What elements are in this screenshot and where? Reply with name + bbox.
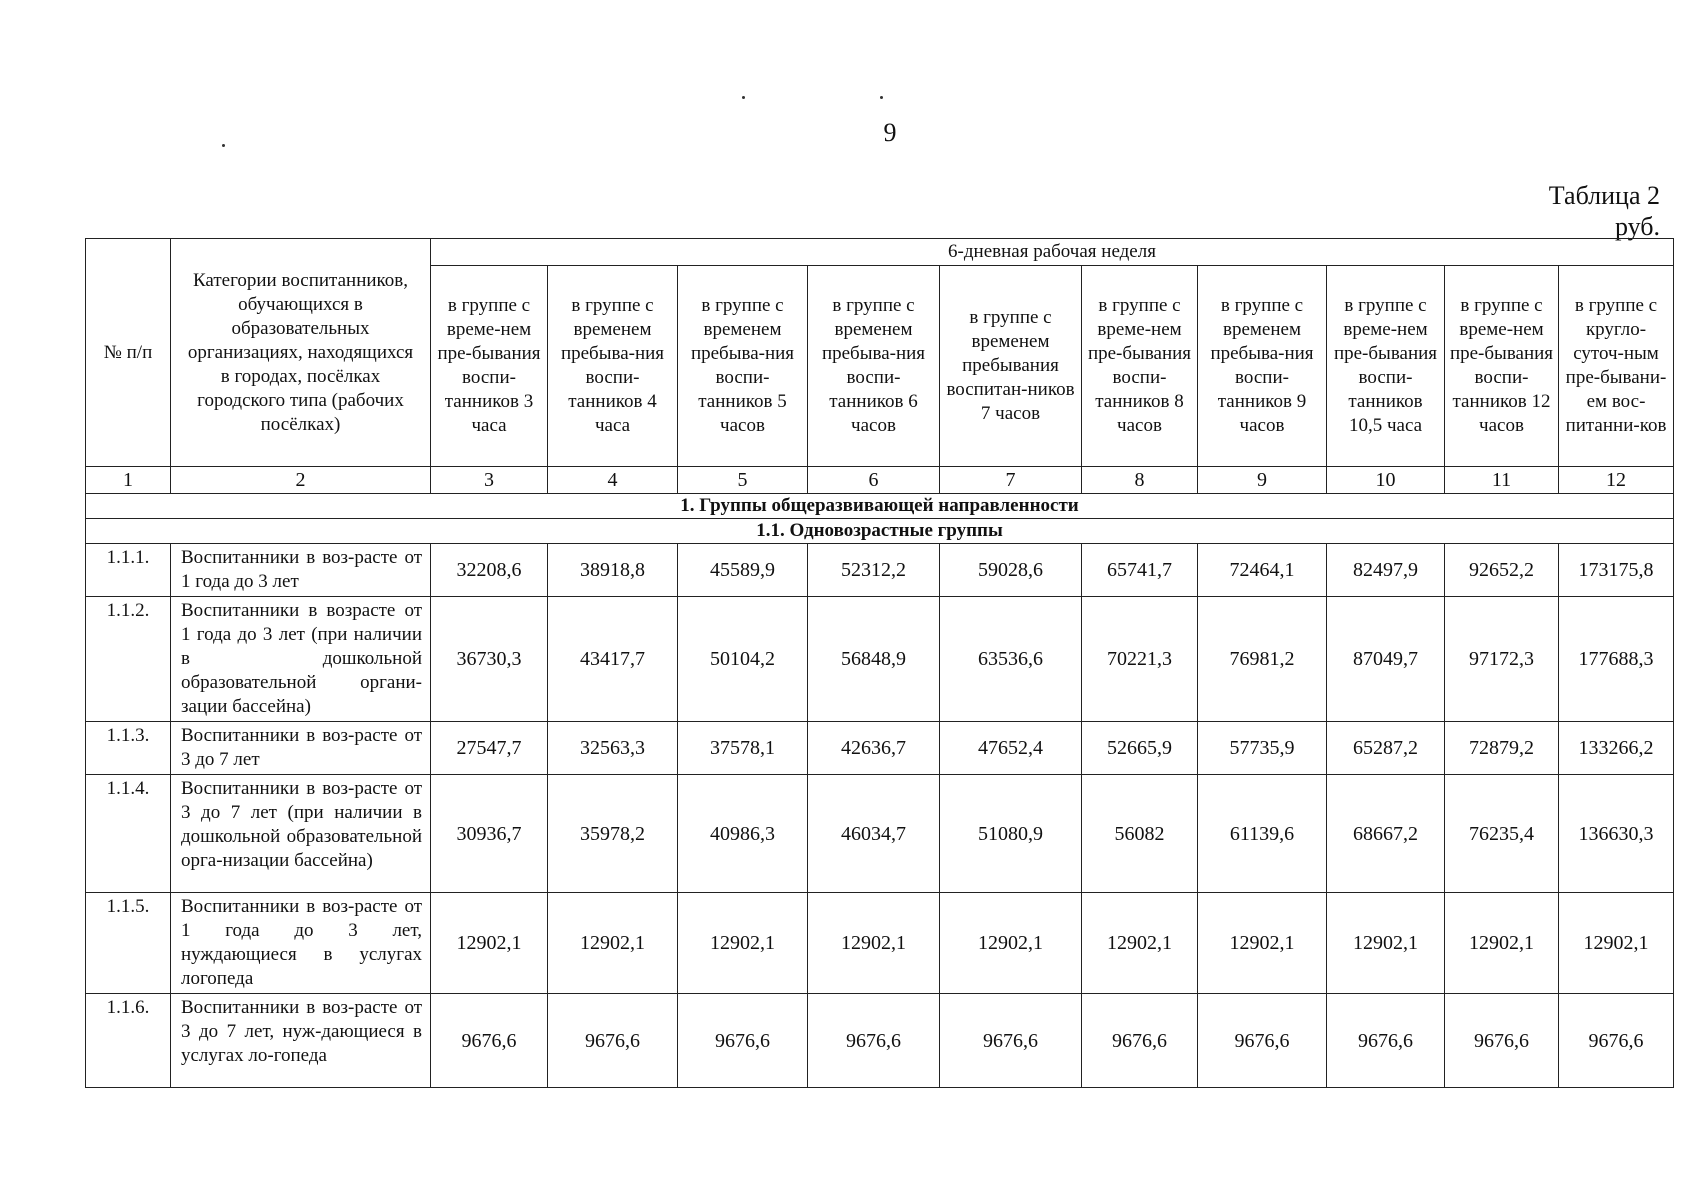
value-cell: 76981,2 <box>1198 597 1327 722</box>
header-duration-7: в группе с временем пребыва-ния воспи-танников 9 часов <box>1198 266 1327 467</box>
value-cell: 12902,1 <box>1327 893 1445 994</box>
tariff-table-container <box>85 238 1673 1088</box>
header-duration-2: в группе с временем пребыва-ния воспи-танников 4 часа <box>548 266 678 467</box>
row-category: Воспитанники в воз-расте от 3 до 7 лет (при наличии в дошкольной образовательной орга-низации бассейна) <box>171 775 431 893</box>
page-number: 9 <box>883 118 897 147</box>
table-body <box>86 494 1674 1088</box>
row-number: 1.1.1. <box>86 544 171 597</box>
value-cell: 9676,6 <box>431 994 548 1088</box>
column-number: 11 <box>1445 467 1559 494</box>
table-row <box>86 893 1674 994</box>
column-number: 1 <box>86 467 171 494</box>
value-cell: 136630,3 <box>1559 775 1674 893</box>
header-duration-9: в группе с време-нем пре-бывания воспи-танников 12 часов <box>1445 266 1559 467</box>
value-cell: 9676,6 <box>678 994 808 1088</box>
header-duration-6: в группе с време-нем пре-бывания воспи-танников 8 часов <box>1082 266 1198 467</box>
header-num: № п/п <box>86 239 171 467</box>
value-cell: 9676,6 <box>1198 994 1327 1088</box>
value-cell: 133266,2 <box>1559 722 1674 775</box>
value-cell: 52312,2 <box>808 544 940 597</box>
value-cell: 173175,8 <box>1559 544 1674 597</box>
table-row <box>86 597 1674 722</box>
value-cell: 9676,6 <box>940 994 1082 1088</box>
value-cell: 68667,2 <box>1327 775 1445 893</box>
value-cell: 37578,1 <box>678 722 808 775</box>
column-number: 12 <box>1559 467 1674 494</box>
header-category: Категории воспитанников, обучающихся в образовательных организациях, находящихся в городах, посёлках городского типа (рабочих посёлках) <box>171 239 431 467</box>
table-unit: руб. <box>1614 212 1660 241</box>
row-category: Воспитанники в воз-расте от 3 до 7 лет <box>171 722 431 775</box>
value-cell: 9676,6 <box>1559 994 1674 1088</box>
value-cell: 27547,7 <box>431 722 548 775</box>
row-category: Воспитанники в воз-расте от 1 года до 3 лет <box>171 544 431 597</box>
row-category: Воспитанники в воз-расте от 3 до 7 лет, нуж-дающиеся в услугах ло-гопеда <box>171 994 431 1088</box>
table-row <box>86 994 1674 1088</box>
value-cell: 12902,1 <box>678 893 808 994</box>
value-cell: 32208,6 <box>431 544 548 597</box>
value-cell: 65741,7 <box>1082 544 1198 597</box>
column-number: 7 <box>940 467 1082 494</box>
value-cell: 9676,6 <box>1327 994 1445 1088</box>
value-cell: 51080,9 <box>940 775 1082 893</box>
row-number: 1.1.4. <box>86 775 171 893</box>
row-number: 1.1.3. <box>86 722 171 775</box>
value-cell: 47652,4 <box>940 722 1082 775</box>
value-cell: 65287,2 <box>1327 722 1445 775</box>
subsection-row <box>86 519 1674 544</box>
value-cell: 12902,1 <box>940 893 1082 994</box>
row-category: Воспитанники в возрасте от 1 года до 3 лет (при наличии в дошкольной образовательной органи-зации бассейна) <box>171 597 431 722</box>
value-cell: 30936,7 <box>431 775 548 893</box>
value-cell: 56848,9 <box>808 597 940 722</box>
header-week-group: 6-дневная рабочая неделя <box>431 239 1674 266</box>
column-number: 4 <box>548 467 678 494</box>
column-number: 5 <box>678 467 808 494</box>
table-caption <box>1549 180 1660 242</box>
column-numbers-row <box>86 467 1674 494</box>
section-row <box>86 494 1674 519</box>
value-cell: 12902,1 <box>1198 893 1327 994</box>
value-cell: 9676,6 <box>1445 994 1559 1088</box>
value-cell: 12902,1 <box>808 893 940 994</box>
value-cell: 82497,9 <box>1327 544 1445 597</box>
value-cell: 57735,9 <box>1198 722 1327 775</box>
scan-speck <box>880 96 883 99</box>
header-duration-8: в группе с време-нем пре-бывания воспи-танников 10,5 часа <box>1327 266 1445 467</box>
header-duration-4: в группе с временем пребыва-ния воспи-танников 6 часов <box>808 266 940 467</box>
value-cell: 9676,6 <box>1082 994 1198 1088</box>
tariff-table <box>85 238 1674 1088</box>
value-cell: 9676,6 <box>548 994 678 1088</box>
value-cell: 12902,1 <box>1559 893 1674 994</box>
column-number: 10 <box>1327 467 1445 494</box>
header-duration-3: в группе с временем пребыва-ния воспи-танников 5 часов <box>678 266 808 467</box>
value-cell: 177688,3 <box>1559 597 1674 722</box>
value-cell: 52665,9 <box>1082 722 1198 775</box>
value-cell: 35978,2 <box>548 775 678 893</box>
value-cell: 50104,2 <box>678 597 808 722</box>
value-cell: 43417,7 <box>548 597 678 722</box>
column-number: 9 <box>1198 467 1327 494</box>
value-cell: 72879,2 <box>1445 722 1559 775</box>
value-cell: 56082 <box>1082 775 1198 893</box>
value-cell: 40986,3 <box>678 775 808 893</box>
table-row <box>86 775 1674 893</box>
value-cell: 12902,1 <box>431 893 548 994</box>
value-cell: 46034,7 <box>808 775 940 893</box>
column-number: 3 <box>431 467 548 494</box>
value-cell: 59028,6 <box>940 544 1082 597</box>
value-cell: 76235,4 <box>1445 775 1559 893</box>
table-label: Таблица 2 <box>1548 181 1660 210</box>
value-cell: 92652,2 <box>1445 544 1559 597</box>
value-cell: 97172,3 <box>1445 597 1559 722</box>
table-row <box>86 722 1674 775</box>
value-cell: 12902,1 <box>1445 893 1559 994</box>
value-cell: 61139,6 <box>1198 775 1327 893</box>
column-number: 2 <box>171 467 431 494</box>
subsection-title: 1.1. Одновозрастные группы <box>86 519 1674 544</box>
scan-speck <box>742 96 745 99</box>
value-cell: 63536,6 <box>940 597 1082 722</box>
row-category: Воспитанники в воз-расте от 1 года до 3 лет, нуждающиеся в услугах логопеда <box>171 893 431 994</box>
section-title: 1. Группы общеразвивающей направленности <box>86 494 1674 519</box>
table-row <box>86 544 1674 597</box>
row-number: 1.1.2. <box>86 597 171 722</box>
value-cell: 36730,3 <box>431 597 548 722</box>
row-number: 1.1.6. <box>86 994 171 1088</box>
row-number: 1.1.5. <box>86 893 171 994</box>
header-duration-1: в группе с време-нем пре-бывания воспи-танников 3 часа <box>431 266 548 467</box>
value-cell: 12902,1 <box>548 893 678 994</box>
column-number: 8 <box>1082 467 1198 494</box>
value-cell: 70221,3 <box>1082 597 1198 722</box>
value-cell: 32563,3 <box>548 722 678 775</box>
header-duration-5: в группе с временем пребывания воспитан-ников 7 часов <box>940 266 1082 467</box>
value-cell: 9676,6 <box>808 994 940 1088</box>
value-cell: 45589,9 <box>678 544 808 597</box>
value-cell: 38918,8 <box>548 544 678 597</box>
value-cell: 12902,1 <box>1082 893 1198 994</box>
column-number: 6 <box>808 467 940 494</box>
value-cell: 87049,7 <box>1327 597 1445 722</box>
header-duration-10: в группе с кругло-суточ-ным пре-бывани-ем вос-питанни-ков <box>1559 266 1674 467</box>
value-cell: 72464,1 <box>1198 544 1327 597</box>
value-cell: 42636,7 <box>808 722 940 775</box>
